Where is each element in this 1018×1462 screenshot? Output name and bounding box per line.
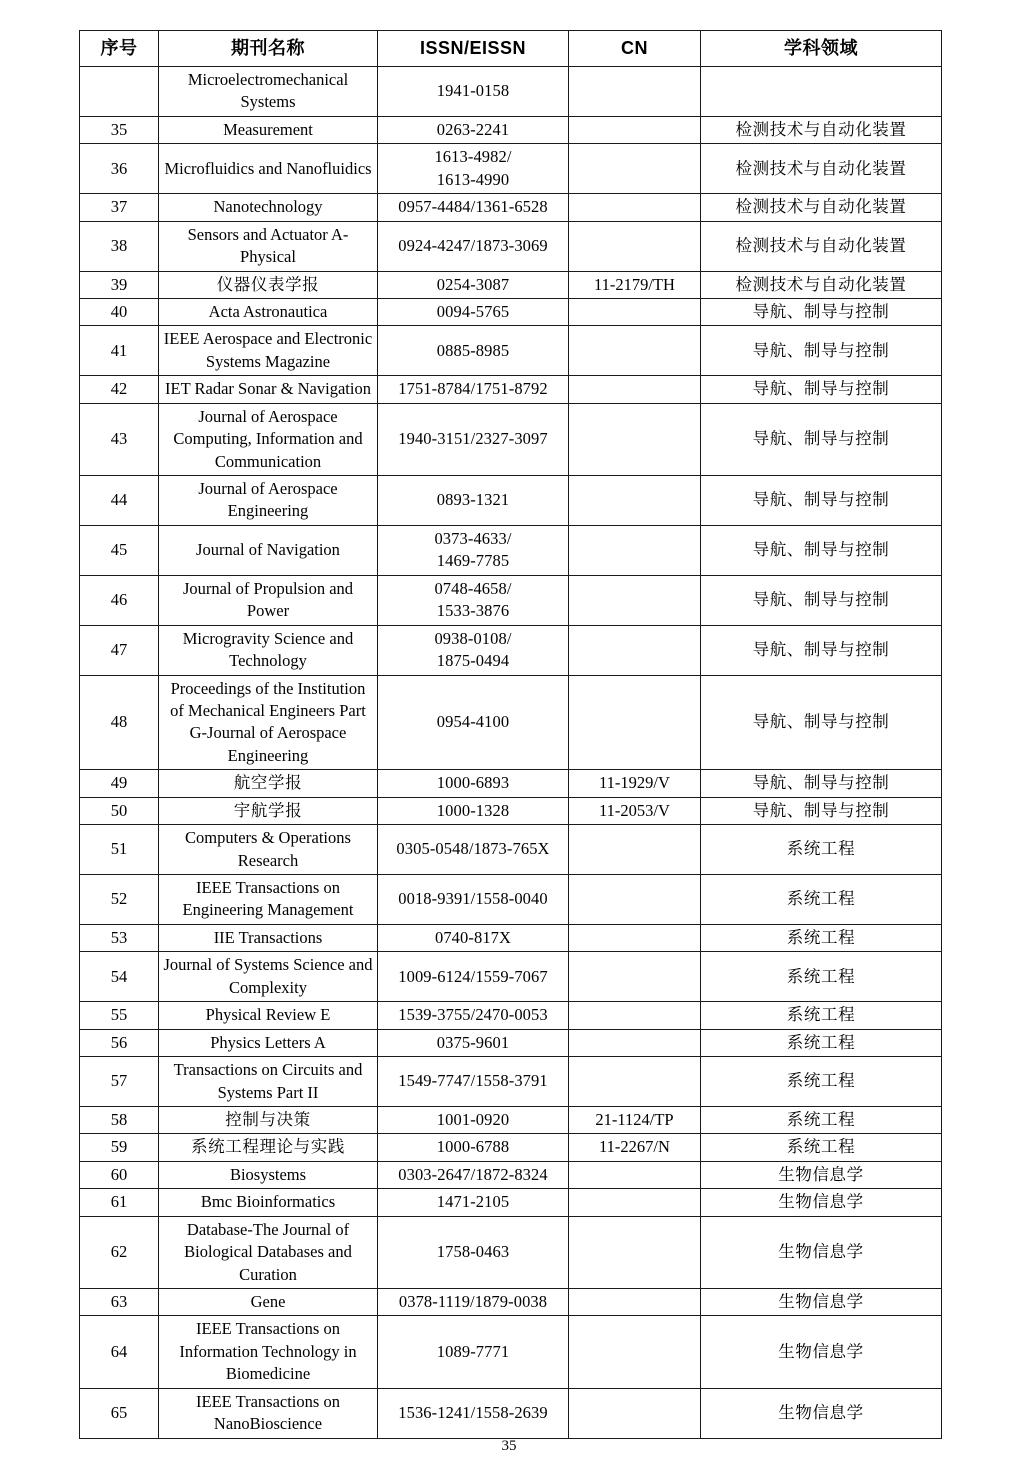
cell-cn-number xyxy=(569,298,701,325)
cell-sequence-number: 45 xyxy=(80,525,159,575)
table-row xyxy=(80,1002,942,1029)
column-header-3: ISSN/EISSN xyxy=(378,31,569,67)
cell-sequence-number: 56 xyxy=(80,1029,159,1056)
cell-cn-number xyxy=(569,675,701,770)
cell-issn-eissn: 0740-817X xyxy=(378,924,569,951)
cell-subject-field: 生物信息学 xyxy=(701,1189,942,1216)
cell-journal-name: IIE Transactions xyxy=(159,924,378,951)
cell-sequence-number: 44 xyxy=(80,476,159,526)
cell-subject-field: 生物信息学 xyxy=(701,1316,942,1388)
cell-subject-field xyxy=(701,67,942,117)
table-row xyxy=(80,1189,942,1216)
cell-issn-eissn: 1000-1328 xyxy=(378,797,569,824)
table-row xyxy=(80,221,942,271)
cell-journal-name: Computers & Operations Research xyxy=(159,825,378,875)
cell-journal-name: 系统工程理论与实践 xyxy=(159,1134,378,1161)
cell-subject-field: 检测技术与自动化装置 xyxy=(701,194,942,221)
cell-subject-field: 系统工程 xyxy=(701,1002,942,1029)
cell-journal-name: Database-The Journal of Biological Databases and Curation xyxy=(159,1216,378,1288)
cell-journal-name: Journal of Propulsion and Power xyxy=(159,575,378,625)
cell-cn-number xyxy=(569,194,701,221)
cell-journal-name: IEEE Transactions on Engineering Management xyxy=(159,875,378,925)
cell-subject-field: 导航、制导与控制 xyxy=(701,298,942,325)
cell-subject-field: 系统工程 xyxy=(701,1106,942,1133)
table-row xyxy=(80,67,942,117)
table-row xyxy=(80,326,942,376)
cell-issn-eissn: 0893-1321 xyxy=(378,476,569,526)
cell-sequence-number: 54 xyxy=(80,952,159,1002)
cell-issn-eissn: 0748-4658/ 1533-3876 xyxy=(378,575,569,625)
cell-issn-eissn: 0254-3087 xyxy=(378,271,569,298)
table-row xyxy=(80,1289,942,1316)
cell-sequence-number: 40 xyxy=(80,298,159,325)
cell-journal-name: Microelectromechanical Systems xyxy=(159,67,378,117)
table-row xyxy=(80,875,942,925)
cell-journal-name: 宇航学报 xyxy=(159,797,378,824)
cell-sequence-number: 36 xyxy=(80,144,159,194)
cell-cn-number: 11-2179/TH xyxy=(569,271,701,298)
column-header-5: 学科领域 xyxy=(701,31,942,67)
column-header-1: 序号 xyxy=(80,31,159,67)
table-row xyxy=(80,1057,942,1107)
cell-sequence-number: 61 xyxy=(80,1189,159,1216)
cell-subject-field: 生物信息学 xyxy=(701,1216,942,1288)
cell-cn-number xyxy=(569,525,701,575)
cell-cn-number xyxy=(569,1057,701,1107)
cell-subject-field: 导航、制导与控制 xyxy=(701,625,942,675)
cell-journal-name: Journal of Navigation xyxy=(159,525,378,575)
cell-journal-name: Transactions on Circuits and Systems Part II xyxy=(159,1057,378,1107)
cell-issn-eissn: 1941-0158 xyxy=(378,67,569,117)
cell-issn-eissn: 0375-9601 xyxy=(378,1029,569,1056)
table-row xyxy=(80,1029,942,1056)
cell-sequence-number: 55 xyxy=(80,1002,159,1029)
cell-cn-number xyxy=(569,625,701,675)
cell-issn-eissn: 1009-6124/1559-7067 xyxy=(378,952,569,1002)
cell-cn-number xyxy=(569,575,701,625)
cell-cn-number xyxy=(569,924,701,951)
cell-cn-number xyxy=(569,376,701,403)
cell-cn-number xyxy=(569,1002,701,1029)
cell-sequence-number: 64 xyxy=(80,1316,159,1388)
cell-journal-name: IET Radar Sonar & Navigation xyxy=(159,376,378,403)
cell-journal-name: Journal of Aerospace Computing, Information and Communication xyxy=(159,403,378,475)
cell-subject-field: 导航、制导与控制 xyxy=(701,476,942,526)
cell-journal-name: Sensors and Actuator A-Physical xyxy=(159,221,378,271)
cell-issn-eissn: 0924-4247/1873-3069 xyxy=(378,221,569,271)
cell-sequence-number: 49 xyxy=(80,770,159,797)
cell-subject-field: 检测技术与自动化装置 xyxy=(701,221,942,271)
cell-subject-field: 系统工程 xyxy=(701,825,942,875)
cell-issn-eissn: 1001-0920 xyxy=(378,1106,569,1133)
cell-journal-name: 航空学报 xyxy=(159,770,378,797)
table-row xyxy=(80,403,942,475)
cell-issn-eissn: 0373-4633/ 1469-7785 xyxy=(378,525,569,575)
cell-sequence-number: 48 xyxy=(80,675,159,770)
cell-journal-name: Biosystems xyxy=(159,1161,378,1188)
cell-sequence-number: 62 xyxy=(80,1216,159,1288)
table-header-row xyxy=(80,31,942,67)
cell-journal-name: Measurement xyxy=(159,116,378,143)
table-row xyxy=(80,675,942,770)
table-row xyxy=(80,625,942,675)
table-row xyxy=(80,952,942,1002)
cell-sequence-number: 38 xyxy=(80,221,159,271)
cell-subject-field: 导航、制导与控制 xyxy=(701,376,942,403)
cell-issn-eissn: 0263-2241 xyxy=(378,116,569,143)
cell-journal-name: IEEE Transactions on Information Technology in Biomedicine xyxy=(159,1316,378,1388)
column-header-4: CN xyxy=(569,31,701,67)
cell-cn-number xyxy=(569,116,701,143)
cell-journal-name: Acta Astronautica xyxy=(159,298,378,325)
cell-cn-number: 11-2267/N xyxy=(569,1134,701,1161)
cell-cn-number xyxy=(569,1388,701,1438)
cell-journal-name: Bmc Bioinformatics xyxy=(159,1189,378,1216)
table-row xyxy=(80,1388,942,1438)
table-row xyxy=(80,770,942,797)
cell-subject-field: 检测技术与自动化装置 xyxy=(701,144,942,194)
cell-sequence-number: 60 xyxy=(80,1161,159,1188)
cell-journal-name: Gene xyxy=(159,1289,378,1316)
cell-subject-field: 导航、制导与控制 xyxy=(701,525,942,575)
cell-cn-number xyxy=(569,952,701,1002)
cell-sequence-number: 65 xyxy=(80,1388,159,1438)
table-row xyxy=(80,1134,942,1161)
cell-sequence-number: 53 xyxy=(80,924,159,951)
table-row xyxy=(80,144,942,194)
cell-issn-eissn: 1000-6788 xyxy=(378,1134,569,1161)
cell-journal-name: Microgravity Science and Technology xyxy=(159,625,378,675)
cell-cn-number xyxy=(569,221,701,271)
cell-subject-field: 检测技术与自动化装置 xyxy=(701,271,942,298)
cell-sequence-number: 50 xyxy=(80,797,159,824)
column-header-2: 期刊名称 xyxy=(159,31,378,67)
cell-subject-field: 检测技术与自动化装置 xyxy=(701,116,942,143)
cell-issn-eissn: 1940-3151/2327-3097 xyxy=(378,403,569,475)
cell-subject-field: 导航、制导与控制 xyxy=(701,403,942,475)
cell-cn-number xyxy=(569,875,701,925)
cell-issn-eissn: 0094-5765 xyxy=(378,298,569,325)
table-row xyxy=(80,271,942,298)
cell-issn-eissn: 0957-4484/1361-6528 xyxy=(378,194,569,221)
cell-journal-name: 仪器仪表学报 xyxy=(159,271,378,298)
cell-subject-field: 生物信息学 xyxy=(701,1289,942,1316)
page-number: 35 xyxy=(501,1438,517,1454)
cell-subject-field: 导航、制导与控制 xyxy=(701,575,942,625)
cell-subject-field: 导航、制导与控制 xyxy=(701,770,942,797)
cell-journal-name: Physics Letters A xyxy=(159,1029,378,1056)
cell-issn-eissn: 1549-7747/1558-3791 xyxy=(378,1057,569,1107)
table-row xyxy=(80,924,942,951)
table-row xyxy=(80,1316,942,1388)
cell-sequence-number: 42 xyxy=(80,376,159,403)
cell-issn-eissn: 1471-2105 xyxy=(378,1189,569,1216)
table-row xyxy=(80,116,942,143)
cell-issn-eissn: 1536-1241/1558-2639 xyxy=(378,1388,569,1438)
table-row xyxy=(80,825,942,875)
cell-cn-number xyxy=(569,825,701,875)
cell-journal-name: Proceedings of the Institution of Mechanical Engineers Part G-Journal of Aerospace Engineering xyxy=(159,675,378,770)
cell-journal-name: Nanotechnology xyxy=(159,194,378,221)
cell-subject-field: 导航、制导与控制 xyxy=(701,675,942,770)
journal-list-table xyxy=(79,30,942,1439)
cell-subject-field: 系统工程 xyxy=(701,924,942,951)
cell-cn-number xyxy=(569,476,701,526)
cell-sequence-number: 58 xyxy=(80,1106,159,1133)
cell-journal-name: Journal of Systems Science and Complexity xyxy=(159,952,378,1002)
cell-journal-name: Microfluidics and Nanofluidics xyxy=(159,144,378,194)
cell-subject-field: 系统工程 xyxy=(701,875,942,925)
table-row xyxy=(80,1106,942,1133)
cell-subject-field: 系统工程 xyxy=(701,1057,942,1107)
table-row xyxy=(80,298,942,325)
cell-sequence-number: 37 xyxy=(80,194,159,221)
cell-journal-name: Journal of Aerospace Engineering xyxy=(159,476,378,526)
cell-cn-number xyxy=(569,1029,701,1056)
table-header xyxy=(80,31,942,67)
cell-journal-name: Physical Review E xyxy=(159,1002,378,1029)
cell-subject-field: 系统工程 xyxy=(701,952,942,1002)
cell-issn-eissn: 0378-1119/1879-0038 xyxy=(378,1289,569,1316)
table-row xyxy=(80,797,942,824)
cell-sequence-number: 57 xyxy=(80,1057,159,1107)
cell-issn-eissn: 1758-0463 xyxy=(378,1216,569,1288)
cell-subject-field: 导航、制导与控制 xyxy=(701,797,942,824)
cell-sequence-number: 51 xyxy=(80,825,159,875)
cell-subject-field: 导航、制导与控制 xyxy=(701,326,942,376)
cell-cn-number xyxy=(569,403,701,475)
table-row xyxy=(80,525,942,575)
cell-issn-eissn: 1089-7771 xyxy=(378,1316,569,1388)
cell-cn-number: 11-1929/V xyxy=(569,770,701,797)
cell-sequence-number: 47 xyxy=(80,625,159,675)
cell-cn-number xyxy=(569,1316,701,1388)
cell-cn-number xyxy=(569,1161,701,1188)
table-row xyxy=(80,575,942,625)
cell-cn-number: 11-2053/V xyxy=(569,797,701,824)
cell-cn-number xyxy=(569,1216,701,1288)
cell-sequence-number: 59 xyxy=(80,1134,159,1161)
cell-sequence-number: 35 xyxy=(80,116,159,143)
cell-issn-eissn: 0018-9391/1558-0040 xyxy=(378,875,569,925)
cell-cn-number xyxy=(569,1289,701,1316)
cell-sequence-number: 63 xyxy=(80,1289,159,1316)
cell-cn-number xyxy=(569,144,701,194)
table-row xyxy=(80,1161,942,1188)
cell-issn-eissn: 0305-0548/1873-765X xyxy=(378,825,569,875)
cell-issn-eissn: 0303-2647/1872-8324 xyxy=(378,1161,569,1188)
cell-sequence-number: 52 xyxy=(80,875,159,925)
cell-sequence-number: 43 xyxy=(80,403,159,475)
cell-sequence-number: 39 xyxy=(80,271,159,298)
cell-issn-eissn: 1000-6893 xyxy=(378,770,569,797)
cell-subject-field: 生物信息学 xyxy=(701,1161,942,1188)
cell-issn-eissn: 0885-8985 xyxy=(378,326,569,376)
cell-cn-number: 21-1124/TP xyxy=(569,1106,701,1133)
cell-journal-name: IEEE Aerospace and Electronic Systems Magazine xyxy=(159,326,378,376)
table-row xyxy=(80,376,942,403)
table-body xyxy=(80,67,942,1439)
cell-cn-number xyxy=(569,67,701,117)
cell-issn-eissn: 1751-8784/1751-8792 xyxy=(378,376,569,403)
cell-issn-eissn: 1613-4982/ 1613-4990 xyxy=(378,144,569,194)
cell-issn-eissn: 1539-3755/2470-0053 xyxy=(378,1002,569,1029)
cell-sequence-number: 41 xyxy=(80,326,159,376)
cell-sequence-number: 46 xyxy=(80,575,159,625)
cell-subject-field: 生物信息学 xyxy=(701,1388,942,1438)
cell-subject-field: 系统工程 xyxy=(701,1029,942,1056)
cell-journal-name: 控制与决策 xyxy=(159,1106,378,1133)
table-row xyxy=(80,1216,942,1288)
table-row xyxy=(80,194,942,221)
table-row xyxy=(80,476,942,526)
cell-sequence-number xyxy=(80,67,159,117)
cell-subject-field: 系统工程 xyxy=(701,1134,942,1161)
cell-issn-eissn: 0954-4100 xyxy=(378,675,569,770)
cell-cn-number xyxy=(569,326,701,376)
cell-journal-name: IEEE Transactions on NanoBioscience xyxy=(159,1388,378,1438)
cell-issn-eissn: 0938-0108/ 1875-0494 xyxy=(378,625,569,675)
cell-cn-number xyxy=(569,1189,701,1216)
